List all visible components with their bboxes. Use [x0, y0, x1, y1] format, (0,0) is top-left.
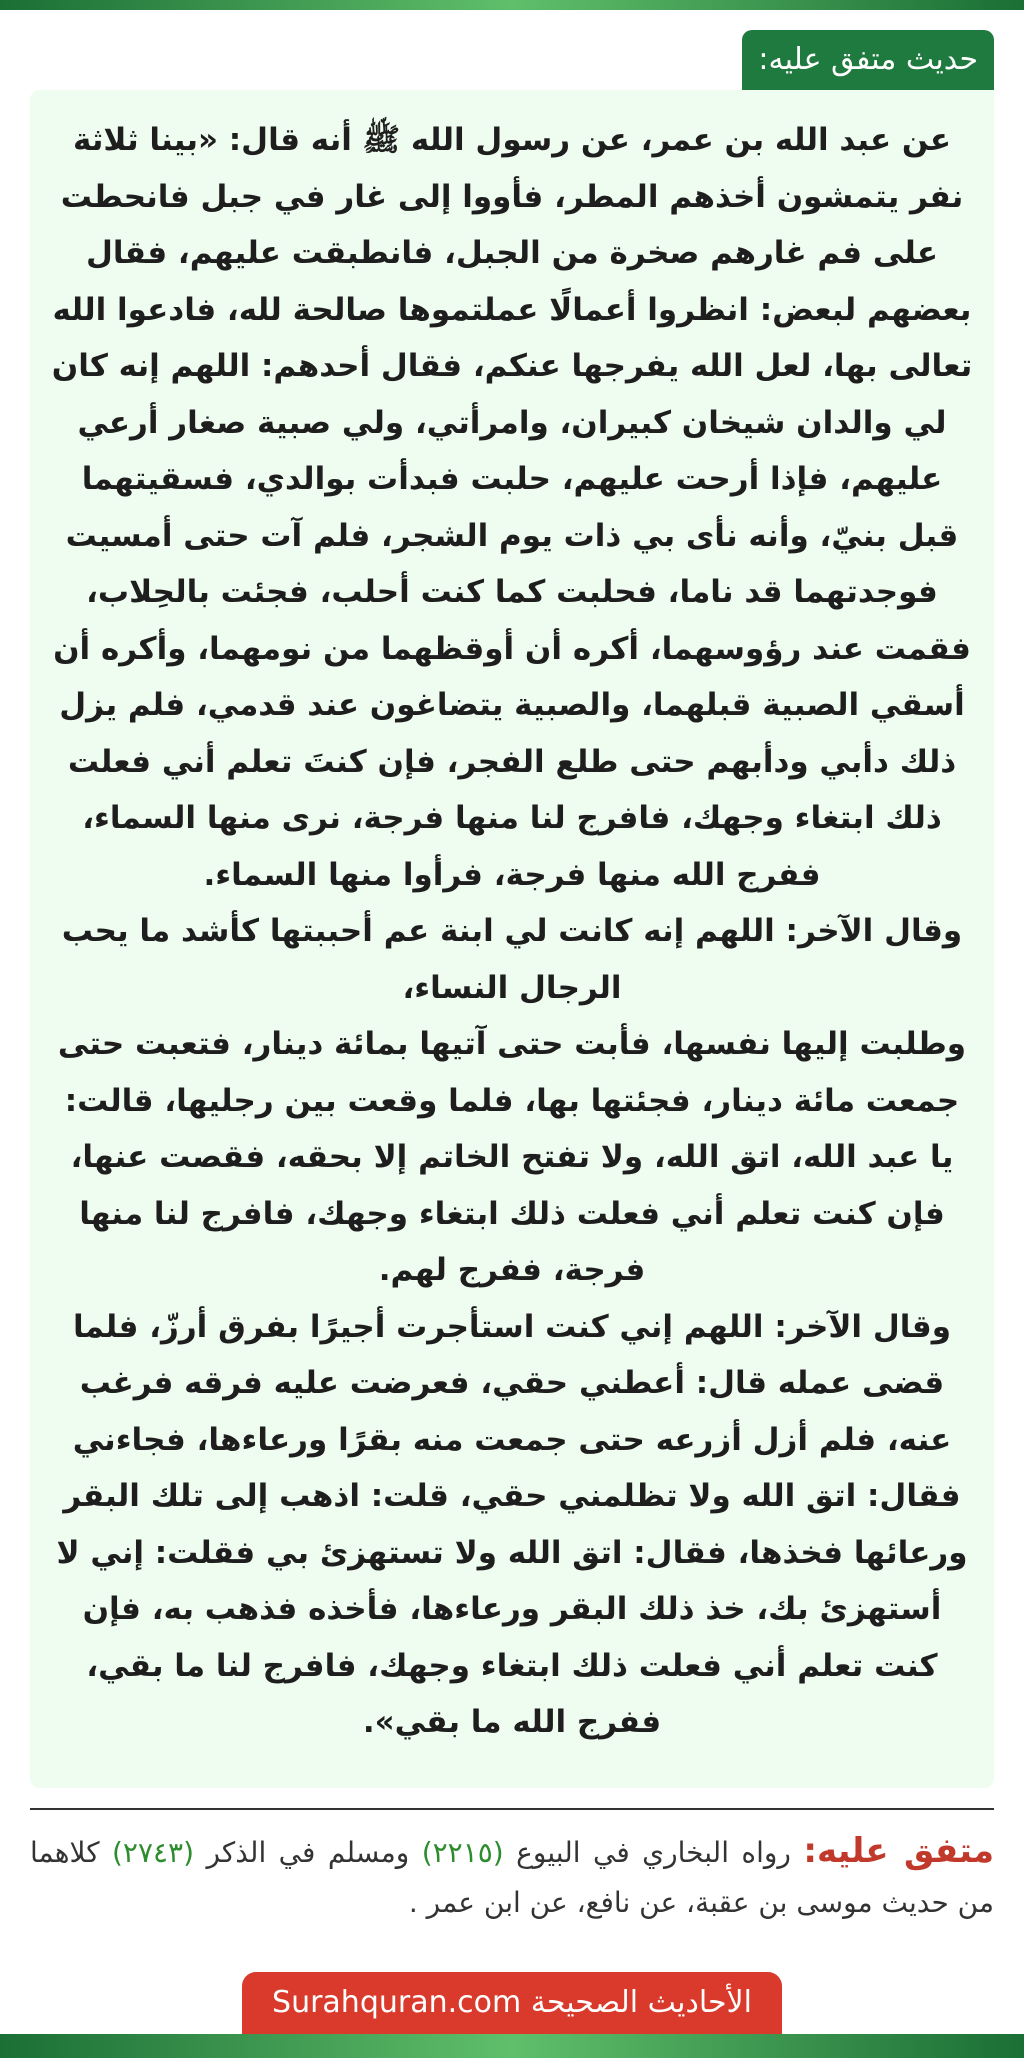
- hadith-paragraph-4: وقال الآخر: اللهم إني كنت استأجرت أجيرًا بفرق أرزّ، فلما قضى عمله قال: أعطني حقي، فعرضت عليه فرقه فرغب عنه، فلم أزل أزرعه حتى جمعت منه بقرًا ورعاءها، فجاءني فقال: اتق الله ولا تظلمني حقي، قلت: اذهب إلى تلك البقر ورعائها فخذها، فقال: اتق الله ولا تستهزئ بي فقلت: إني لا أستهزئ بك، خذ ذلك البقر ورعاءها، فأخذه فذهب به، فإن كنت تعلم أني فعلت ذلك ابتغاء وجهك، فافرج لنا ما بقي، ففرج الله ما بقي».: [56, 1308, 968, 1740]
- hadith-source: [30, 1826, 994, 1928]
- source-text-1: رواه البخاري في البيوع: [503, 1836, 804, 1869]
- source-text-2: ومسلم في الذكر: [194, 1836, 422, 1869]
- hadith-type-label: حديث متفق عليه:: [742, 30, 994, 90]
- hadith-text-box: [30, 90, 994, 1788]
- section-divider: [30, 1808, 994, 1810]
- hadith-paragraph-3: وطلبت إليها نفسها، فأبت حتى آتيها بمائة دينار، فتعبت حتى جمعت مائة دينار، فجئتها بها، فلما وقعت بين رجليها، قالت: يا عبد الله، اتق الله، ولا تفتح الخاتم إلا بحقه، فقصت عنها، فإن كنت تعلم أني فعلت ذلك ابتغاء وجهك، فافرج لنا منها فرجة، ففرج لهم.: [57, 1026, 967, 1288]
- top-decorative-bar: [0, 0, 1024, 10]
- site-brand-button[interactable]: الأحاديث الصحيحة Surahquran.com: [242, 1972, 782, 2034]
- muslim-number: (٢٧٤٣): [111, 1836, 194, 1869]
- bottom-decorative-bar: [0, 2034, 1024, 2058]
- bukhari-number: (٢٢١٥): [421, 1836, 504, 1869]
- source-label: متفق عليه:: [803, 1831, 995, 1871]
- hadith-paragraph-1: عن عبد الله بن عمر، عن رسول الله ﷺ أنه قال: «بينا ثلاثة نفر يتمشون أخذهم المطر، فأووا إلى غار في جبل فانحطت على فم غارهم صخرة من الجبل، فانطبقت عليهم، فقال بعضهم لبعض: انظروا أعمالًا عملتموها صالحة لله، فادعوا الله تعالى بها، لعل الله يفرجها عنكم، فقال أحدهم: اللهم إنه كان لي والدان شيخان كبيران، وامرأتي، ولي صبية صغار أرعي عليهم، فإذا أرحت عليهم، حلبت فبدأت بوالدي، فسقيتهما قبل بنيّ، وأنه نأى بي ذات يوم الشجر، فلم آت حتى أمسيت فوجدتهما قد ناما، فحلبت كما كنت أحلب، فجئت بالحِلاب، فقمت عند رؤوسهما، أكره أن أوقظهما من نومهما، وأكره أن أسقي الصبية قبلهما، والصبية يتضاغون عند قدمي، فلم يزل ذلك دأبي ودأبهم حتى طلع الفجر، فإن كنتَ تعلم أني فعلت ذلك ابتغاء وجهك، فافرج لنا منها فرجة، نرى منها السماء، ففرج الله منها فرجة، فرأوا منها السماء.: [51, 122, 973, 893]
- hadith-paragraph-2: وقال الآخر: اللهم إنه كانت لي ابنة عم أحببتها كأشد ما يحب الرجال النساء،: [61, 913, 963, 1006]
- source-text-3: كلاهما من حديث موسى بن عقبة، عن نافع، عن ابن عمر .: [30, 1836, 994, 1919]
